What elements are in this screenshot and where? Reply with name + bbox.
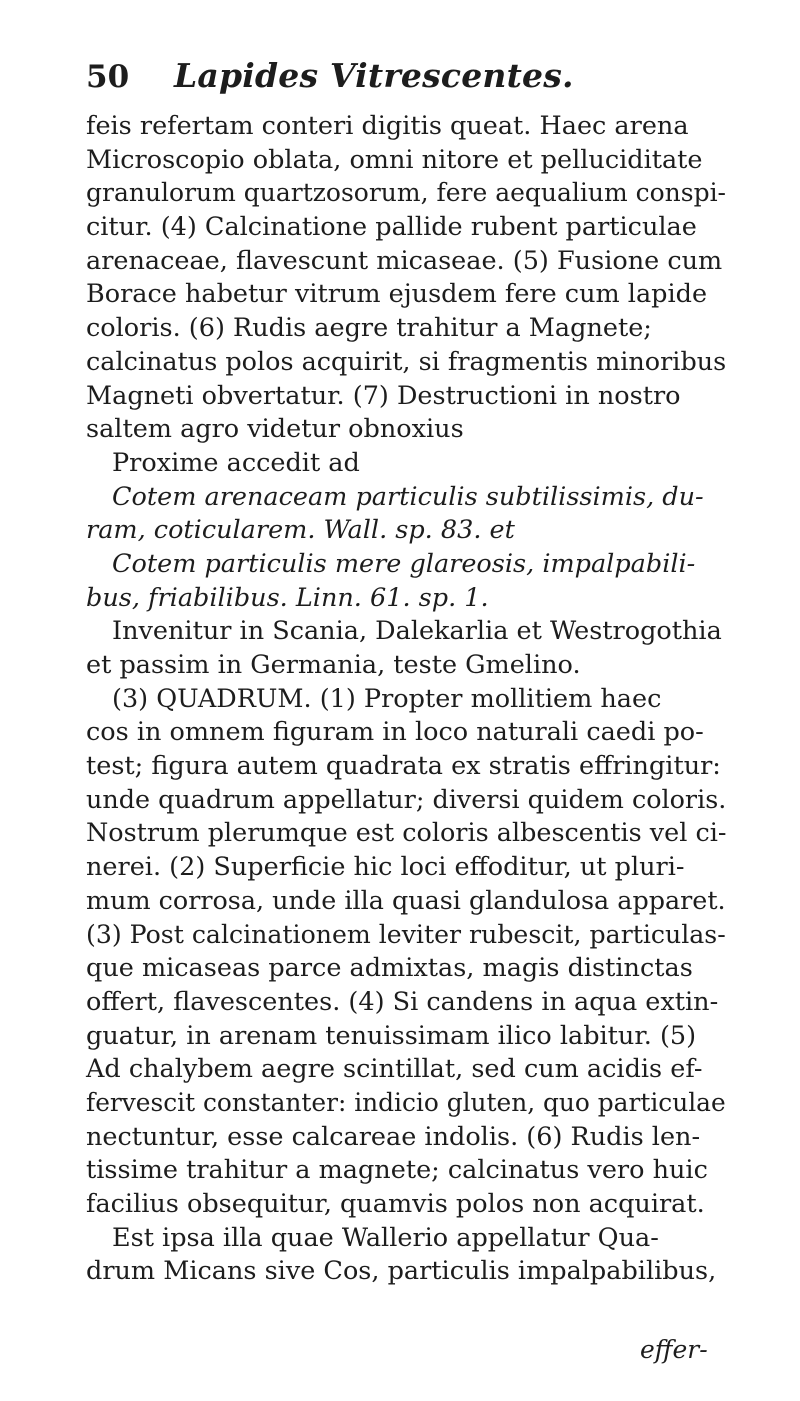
text-line: Cotem arenaceam particulis subtilissimis, du- [112, 481, 704, 512]
text-line: nectuntur, esse calcareae indolis. (6) Rudis len- [86, 1121, 701, 1152]
text-line: offert, flavescentes. (4) Si candens in aqua extin- [86, 986, 719, 1017]
text-line: test; figura autem quadrata ex stratis effringitur: [86, 751, 721, 782]
text-line: Nostrum plerumque est coloris albescentis vel ci- [86, 818, 727, 849]
running-title: Lapides Vitrescentes. [174, 56, 574, 95]
text-line: arenaceae, flavescunt micaseae. (5) Fusione cum [86, 245, 723, 276]
text-line: (3) Post calcinationem leviter rubescit, particulas- [86, 919, 726, 950]
text-line: mum corrosa, unde illa quasi glandulosa apparet. [86, 885, 726, 916]
text-line: que micaseas parce admixtas, magis distinctas [86, 953, 693, 984]
text-line: granulorum quartzosorum, fere aequalium conspi- [86, 178, 727, 209]
page-header [86, 56, 726, 102]
text-line: tissime trahitur a magnete; calcinatus vero huic [86, 1155, 708, 1186]
text-line: et passim in Germania, teste Gmelino. [86, 650, 581, 680]
catchword: effer- [640, 1335, 708, 1364]
text-line: Invenitur in Scania, Dalekarlia et Westrogothia [112, 616, 722, 647]
text-line: Proxime accedit ad [112, 447, 360, 478]
text-line: drum Micans sive Cos, particulis impalpabilibus, [86, 1256, 717, 1287]
text-body [86, 110, 726, 1289]
page-number: 50 [86, 59, 130, 95]
text-line: calcinatus polos acquirit, si fragmentis minoribus [86, 346, 727, 377]
text-line: nerei. (2) Superficie hic loci effoditur, ut pluri- [86, 852, 685, 883]
text-line: Borace habetur vitrum ejusdem fere cum lapide [86, 279, 708, 310]
text-line: cos in omnem figuram in loco naturali caedi po- [86, 717, 704, 748]
text-line: Ad chalybem aegre scintillat, sed cum acidis ef- [86, 1054, 703, 1085]
text-line: bus, friabilibus. Linn. 61. sp. 1. [86, 582, 489, 613]
text-line: fervescit constanter: indicio gluten, quo particulae [86, 1087, 726, 1118]
text-line: unde quadrum appellatur; diversi quidem coloris. [86, 784, 727, 815]
text-line: Magneti obvertatur. (7) Destructioni in nostro [86, 380, 681, 411]
text-line: coloris. (6) Rudis aegre trahitur a Magnete; [86, 313, 652, 344]
text-line: saltem agro videtur obnoxius [86, 414, 464, 445]
text-line: Cotem particulis mere glareosis, impalpabili- [112, 548, 696, 579]
text-line: Est ipsa illa quae Wallerio appellatur Qua- [112, 1222, 659, 1253]
text-line: facilius obsequitur, quamvis polos non acquirat. [86, 1189, 705, 1219]
text-line: citur. (4) Calcinatione pallide rubent particulae [86, 212, 697, 243]
section-heading-line: (3) QUADRUM. (1) Propter mollitiem haec [112, 683, 662, 714]
text-line: ram, coticularem. Wall. sp. 83. et [86, 515, 515, 546]
text-line: feis refertam conteri digitis queat. Haec arena [86, 111, 689, 141]
text-line: Microscopio oblata, omni nitore et pelluciditate [86, 144, 703, 175]
text-line: guatur, in arenam tenuissimam ilico labitur. (5) [86, 1020, 697, 1051]
